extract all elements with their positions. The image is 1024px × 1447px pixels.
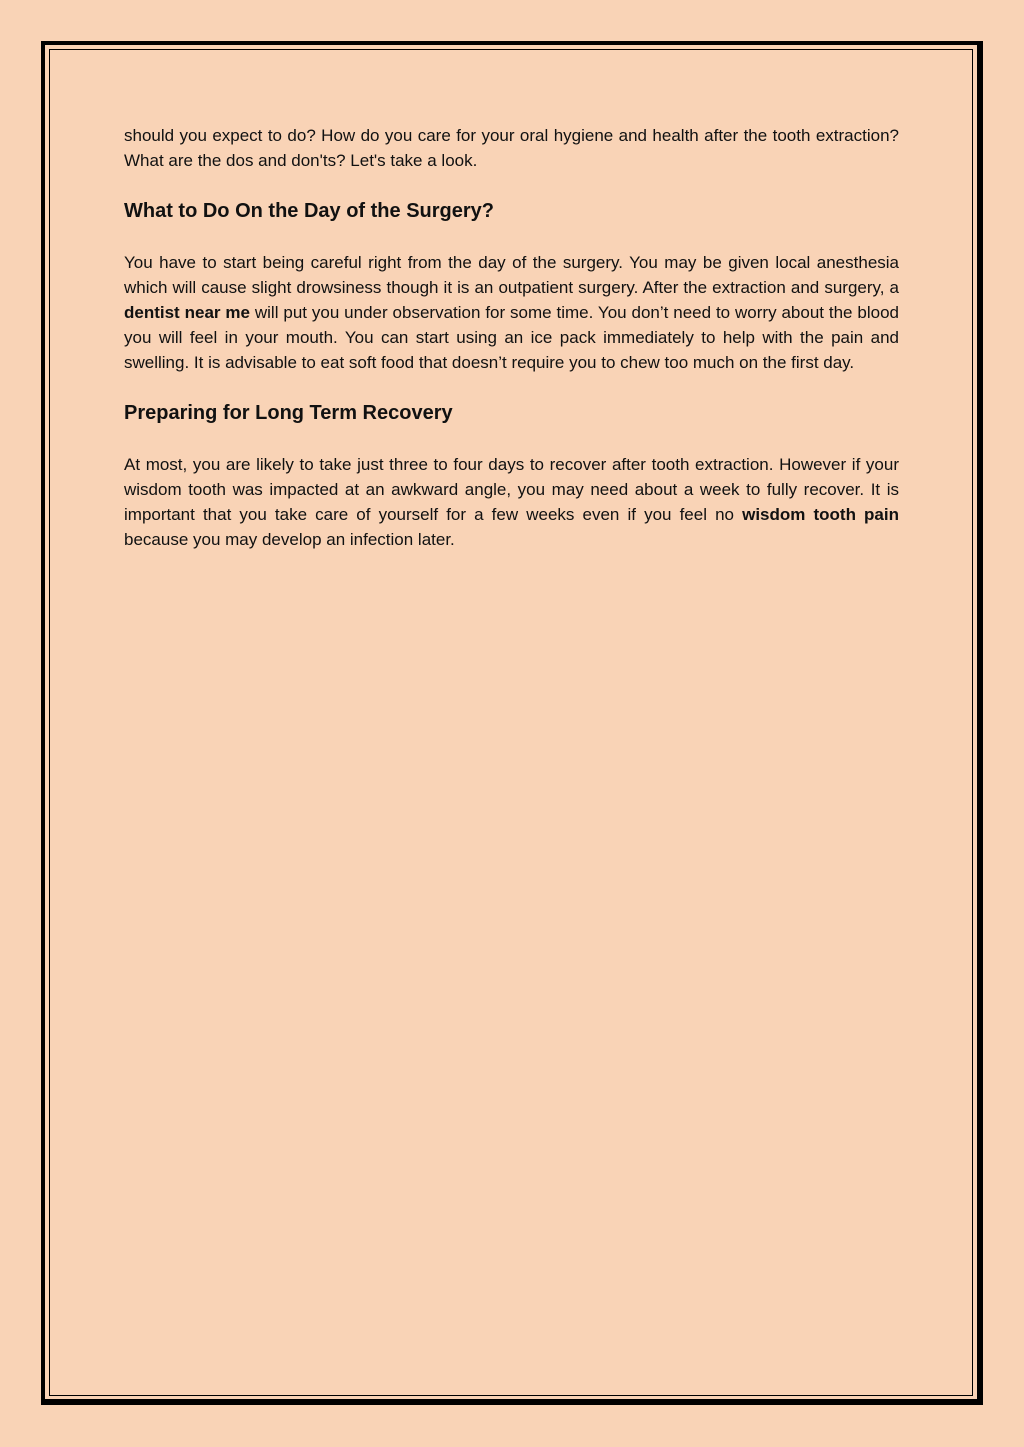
document-body [124,123,899,552]
section-heading-surgery-day: What to Do On the Day of the Surgery? [124,200,495,222]
recovery-text-a: At most, you are likely to take just three to four days to recover after tooth extraction. However if your wisdom tooth was impacted at an awkward angle, you may need about a week to fully recover. It is important that you take care of yourself for a few weeks even if you feel no [124,455,899,524]
surgery-day-paragraph [124,250,899,375]
section-heading-long-term-recovery: Preparing for Long Term Recovery [124,402,453,424]
surgery-day-text-b: will put you under observation for some time. You don’t need to worry about the blood you will feel in your mouth. You can start using an ice pack immediately to help with the pain and swelling. It is advisable to eat soft food that doesn’t require you to chew too much on the first day. [124,303,899,372]
long-term-recovery-paragraph [124,452,899,552]
intro-paragraph: should you expect to do? How do you care for your oral hygiene and health after the tooth extraction? What are the dos and don'ts? Let's take a look. [124,126,899,170]
surgery-day-text-a: You have to start being careful right from the day of the surgery. You may be given local anesthesia which will cause slight drowsiness though it is an outpatient surgery. After the extraction and surgery, a [124,253,899,297]
dentist-near-me-link[interactable]: dentist near me [124,303,250,322]
wisdom-tooth-pain-link[interactable]: wisdom tooth pain [742,505,899,524]
recovery-text-b: because you may develop an infection later. [124,530,455,549]
